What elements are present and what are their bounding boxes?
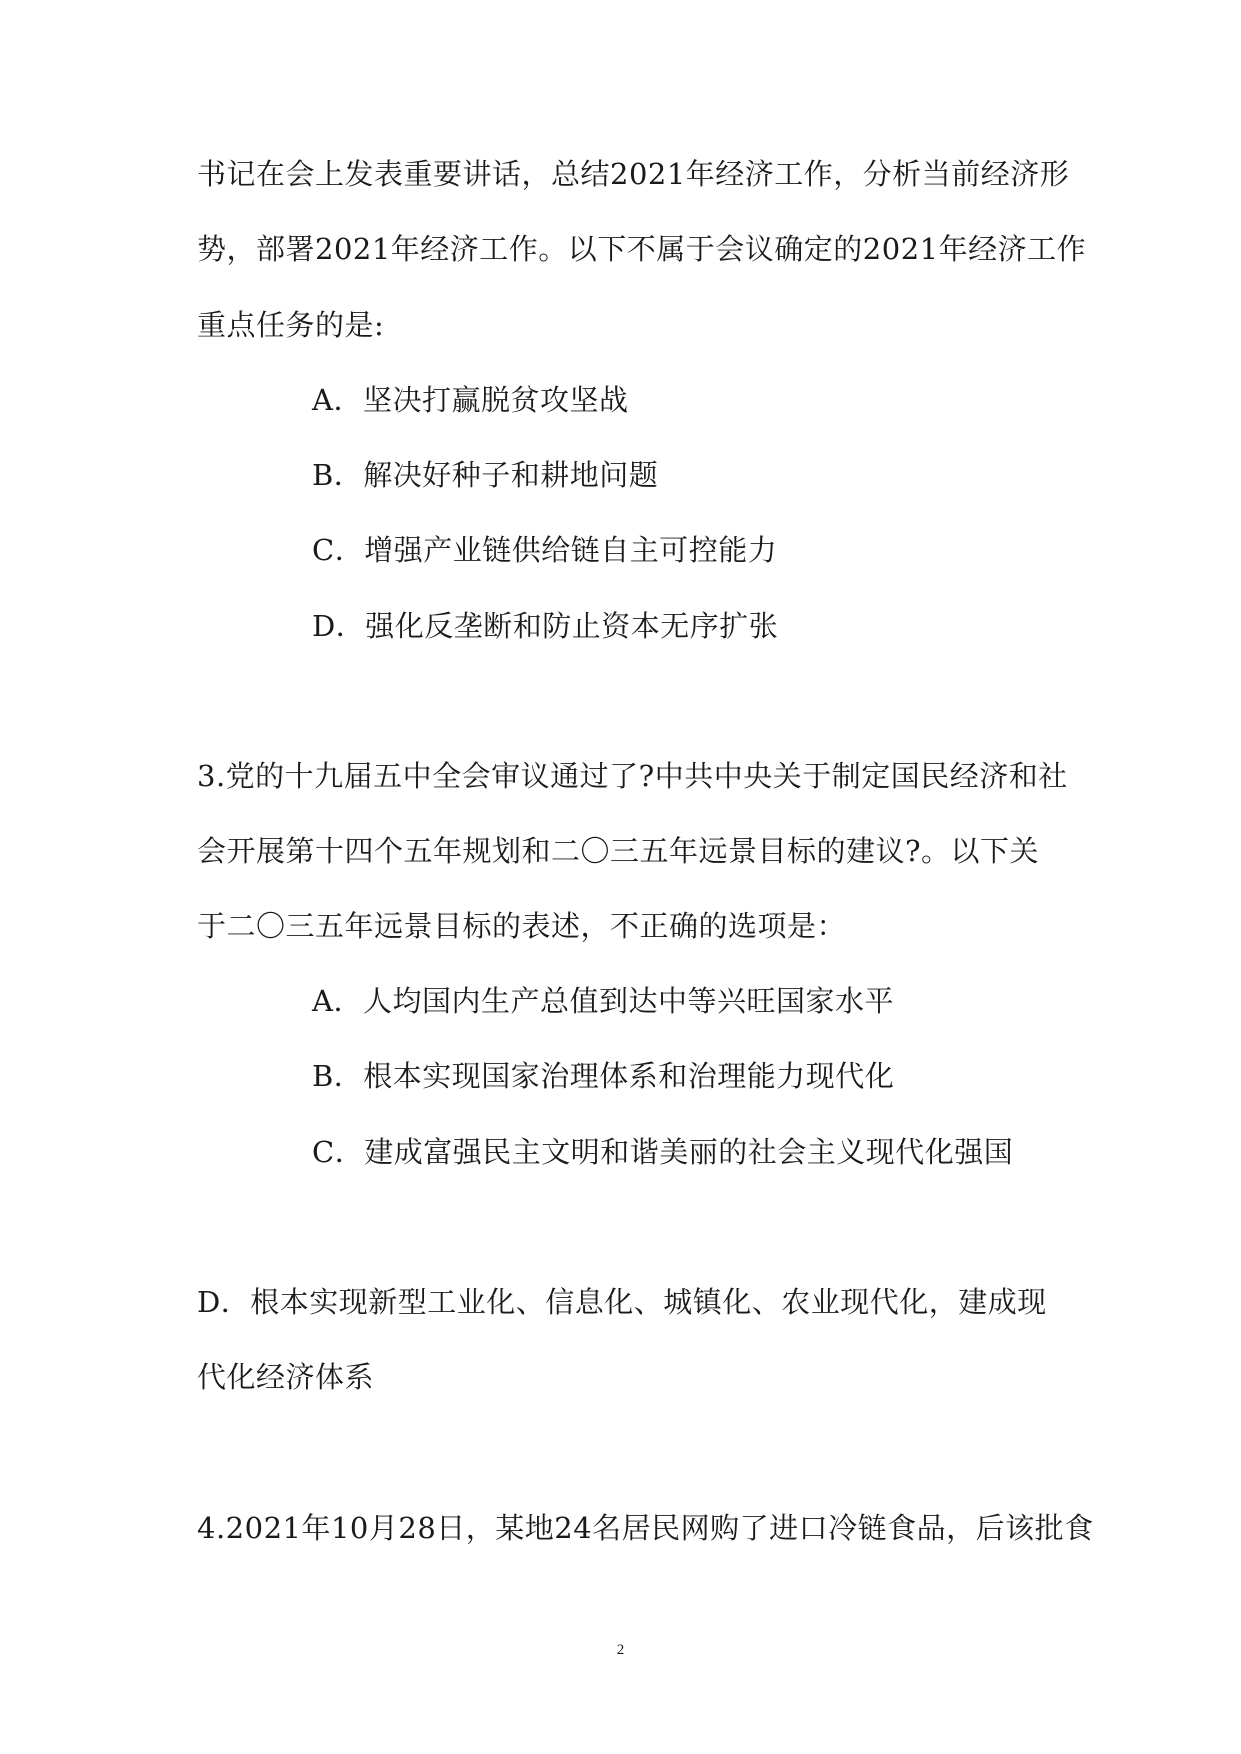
option-a: A．人均国内生产总值到达中等兴旺国家水平 <box>312 984 894 1018</box>
question-4-line: 4.2021年10月28日，某地24名居民网购了进口冷链食品，后该批食 <box>197 1511 1094 1545</box>
option-b: B．解决好种子和耕地问题 <box>312 458 659 492</box>
text-line: 书记在会上发表重要讲话，总结2021年经济工作，分析当前经济形 <box>197 157 1070 191</box>
option-c: C．建成富强民主文明和谐美丽的社会主义现代化强国 <box>312 1135 1014 1169</box>
option-d: D．根本实现新型工业化、信息化、城镇化、农业现代化，建成现 <box>197 1285 1047 1319</box>
text-line: 会开展第十四个五年规划和二〇三五年远景目标的建议?。以下关 <box>197 834 1040 868</box>
option-b: B．根本实现国家治理体系和治理能力现代化 <box>312 1059 895 1093</box>
option-c: C．增强产业链供给链自主可控能力 <box>312 533 778 567</box>
option-d: D．强化反垄断和防止资本无序扩张 <box>312 609 779 643</box>
question-3-line: 3.党的十九届五中全会审议通过了?中共中央关于制定国民经济和社 <box>197 759 1068 793</box>
page-number: 2 <box>616 1642 625 1658</box>
text-line: 重点任务的是: <box>197 308 385 342</box>
text-line: 于二〇三五年远景目标的表述，不正确的选项是： <box>197 909 847 943</box>
text-line: 势，部署2021年经济工作。以下不属于会议确定的2021年经济工作 <box>197 232 1087 266</box>
text-line: 代化经济体系 <box>197 1360 375 1394</box>
option-a: A．坚决打赢脱贫攻坚战 <box>312 383 629 417</box>
